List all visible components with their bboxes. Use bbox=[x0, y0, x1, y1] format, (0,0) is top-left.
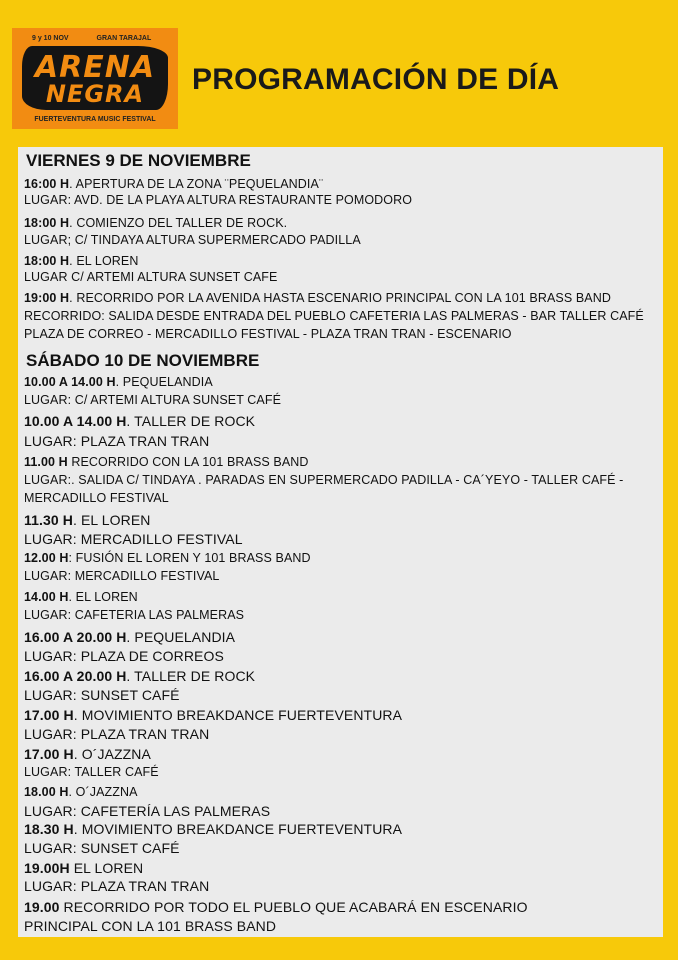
schedule-event-line bbox=[24, 785, 138, 799]
schedule-event-line bbox=[24, 629, 235, 645]
schedule-event-line bbox=[24, 821, 402, 837]
event-location: LUGAR: PLAZA TRAN TRAN bbox=[24, 878, 210, 894]
event-location: LUGAR: PLAZA DE CORREOS bbox=[24, 648, 224, 664]
event-description: . MOVIMIENTO BREAKDANCE FUERTEVENTURA bbox=[73, 821, 403, 837]
event-location: LUGAR: CAFETERIA LAS PALMERAS bbox=[24, 608, 245, 622]
schedule-location-line bbox=[24, 726, 209, 742]
event-description: EL LOREN bbox=[69, 860, 144, 876]
schedule-event-line bbox=[24, 746, 151, 762]
schedule-event-line bbox=[24, 216, 287, 230]
logo-org: GRAN TARAJAL bbox=[96, 35, 152, 42]
event-location: PLAZA DE CORREO - MERCADILLO FESTIVAL - PLAZA TRAN TRAN - ESCENARIO bbox=[24, 327, 512, 341]
event-location: LUGAR: C/ ARTEMI ALTURA SUNSET CAFÉ bbox=[24, 393, 282, 407]
schedule-location-line bbox=[24, 309, 644, 323]
schedule-panel bbox=[18, 147, 663, 937]
schedule-event-line bbox=[24, 668, 255, 684]
schedule-location-line bbox=[24, 473, 623, 487]
schedule-event-line bbox=[24, 551, 311, 565]
festival-logo bbox=[12, 28, 178, 129]
schedule-event-line bbox=[24, 413, 255, 429]
event-location: LUGAR C/ ARTEMI ALTURA SUNSET CAFE bbox=[24, 270, 278, 284]
event-location: LUGAR: TALLER CAFÉ bbox=[24, 765, 159, 779]
event-time: 19.00H bbox=[24, 860, 70, 876]
schedule-event-line bbox=[24, 590, 138, 604]
event-time: 19:00 H bbox=[24, 291, 70, 305]
event-time: 18.30 H bbox=[24, 821, 74, 837]
event-location: LUGAR: SUNSET CAFÉ bbox=[24, 840, 180, 856]
event-time: 19.00 bbox=[24, 899, 60, 915]
event-description: . PEQUELANDIA bbox=[115, 375, 213, 389]
schedule-location-line bbox=[24, 648, 224, 664]
schedule-location-line bbox=[24, 531, 243, 547]
logo-dates: 9 y 10 NOV bbox=[32, 35, 69, 42]
schedule-location-line bbox=[24, 840, 180, 856]
event-location: MERCADILLO FESTIVAL bbox=[24, 491, 169, 505]
event-description: . PEQUELANDIA bbox=[126, 629, 236, 645]
event-description: RECORRIDO POR TODO EL PUEBLO QUE ACABARÁ EN ESCENARIO bbox=[59, 899, 528, 915]
event-location: LUGAR: AVD. DE LA PLAYA ALTURA RESTAURANTE POMODORO bbox=[24, 193, 413, 207]
logo-subtitle: FUERTEVENTURA MUSIC FESTIVAL bbox=[34, 116, 156, 123]
event-location: LUGAR: PLAZA TRAN TRAN bbox=[24, 433, 210, 449]
schedule-location-line bbox=[24, 569, 219, 583]
event-description: . RECORRIDO POR LA AVENIDA HASTA ESCENARIO PRINCIPAL CON LA 101 BRASS BAND bbox=[69, 291, 611, 305]
event-description: . EL LOREN bbox=[72, 512, 151, 528]
schedule-location-line bbox=[24, 687, 180, 703]
schedule-location-line bbox=[24, 803, 270, 819]
schedule-event-line bbox=[24, 707, 402, 723]
schedule-event-line bbox=[24, 455, 309, 469]
event-time: 11.00 H bbox=[24, 455, 68, 469]
schedule-location-line bbox=[24, 327, 512, 341]
event-location: LUGAR: MERCADILLO FESTIVAL bbox=[24, 569, 220, 583]
event-time: 11.30 H bbox=[24, 512, 73, 528]
schedule-event-line bbox=[24, 254, 138, 268]
event-location: RECORRIDO: SALIDA DESDE ENTRADA DEL PUEBLO CAFETERIA LAS PALMERAS - BAR TALLER CAFÉ bbox=[24, 309, 644, 323]
schedule-location-line bbox=[24, 491, 169, 505]
event-description: RECORRIDO CON LA 101 BRASS BAND bbox=[67, 455, 309, 469]
event-location: PRINCIPAL CON LA 101 BRASS BAND bbox=[24, 918, 277, 934]
schedule-event-line bbox=[24, 291, 611, 305]
schedule-location-line bbox=[24, 918, 276, 934]
event-description: . TALLER DE ROCK bbox=[126, 668, 256, 684]
schedule-location-line bbox=[24, 270, 277, 284]
event-time: 10.00 A 14.00 H bbox=[24, 413, 127, 429]
event-description: : FUSIÓN EL LOREN Y 101 BRASS BAND bbox=[68, 551, 311, 565]
schedule-event-line bbox=[24, 375, 213, 389]
event-time: 16.00 A 20.00 H bbox=[24, 668, 127, 684]
page-title: PROGRAMACIÓN DE DÍA bbox=[192, 63, 560, 96]
event-time: 12.00 H bbox=[24, 551, 69, 565]
event-description: . EL LOREN bbox=[68, 590, 138, 604]
event-time: 18:00 H bbox=[24, 216, 70, 230]
event-time: 17.00 H bbox=[24, 707, 74, 723]
schedule-event-line bbox=[24, 512, 150, 528]
schedule-location-line bbox=[24, 233, 361, 247]
logo-word-negra: NEGRA bbox=[45, 80, 145, 108]
event-time: 16.00 A 20.00 H bbox=[24, 629, 127, 645]
schedule-location-line bbox=[24, 765, 159, 779]
day-heading-saturday: SÁBADO 10 DE NOVIEMBRE bbox=[26, 351, 260, 370]
day-heading-friday: VIERNES 9 DE NOVIEMBRE bbox=[26, 151, 251, 170]
event-location: LUGAR: PLAZA TRAN TRAN bbox=[24, 726, 210, 742]
schedule-event-line bbox=[24, 860, 143, 876]
logo-top-text bbox=[32, 35, 151, 42]
event-location: LUGAR: SUNSET CAFÉ bbox=[24, 687, 180, 703]
event-description: . EL LOREN bbox=[69, 254, 139, 268]
schedule-location-line bbox=[24, 393, 281, 407]
event-time: 18.00 H bbox=[24, 785, 69, 799]
event-time: 17.00 H bbox=[24, 746, 74, 762]
schedule-event-line bbox=[24, 177, 323, 191]
schedule-location-line bbox=[24, 193, 412, 207]
event-description: . TALLER DE ROCK bbox=[126, 413, 256, 429]
event-description: . MOVIMIENTO BREAKDANCE FUERTEVENTURA bbox=[73, 707, 403, 723]
event-time: 16:00 H bbox=[24, 177, 70, 191]
event-location: LUGAR: MERCADILLO FESTIVAL bbox=[24, 531, 243, 547]
schedule-location-line bbox=[24, 608, 244, 622]
schedule-event-line bbox=[24, 899, 528, 915]
schedule-location-line bbox=[24, 878, 209, 894]
event-description: . O´JAZZNA bbox=[68, 785, 138, 799]
event-time: 14.00 H bbox=[24, 590, 69, 604]
event-location: LUGAR: CAFETERÍA LAS PALMERAS bbox=[24, 803, 271, 819]
schedule-location-line bbox=[24, 433, 209, 449]
event-time: 10.00 A 14.00 H bbox=[24, 375, 116, 389]
event-location: LUGAR:. SALIDA C/ TINDAYA . PARADAS EN SUPERMERCADO PADILLA - CA´YEYO - TALLER CAFÉ - bbox=[24, 473, 624, 487]
event-location: LUGAR; C/ TINDAYA ALTURA SUPERMERCADO PADILLA bbox=[24, 233, 361, 247]
event-description: . O´JAZZNA bbox=[73, 746, 151, 762]
event-description: . APERTURA DE LA ZONA ¨PEQUELANDIA¨ bbox=[69, 177, 324, 191]
event-description: . COMIENZO DEL TALLER DE ROCK. bbox=[69, 216, 288, 230]
event-time: 18:00 H bbox=[24, 254, 70, 268]
logo-word-arena: ARENA bbox=[34, 50, 156, 85]
